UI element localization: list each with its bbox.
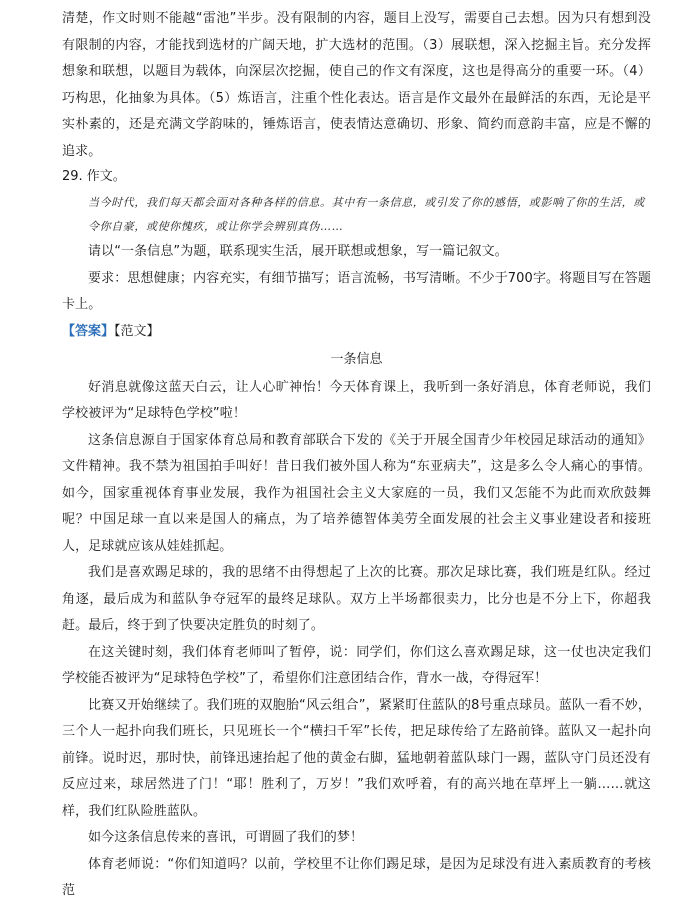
prompt-material: 当今时代，我们每天都会面对各种各样的信息。其中有一条信息，或引发了你的感悟，或影响了你的生活，或令你自豪，或使你愧疚，或让你学会辨别真伪…… [88, 196, 645, 233]
essay-paragraph: 体育老师说：“你们知道吗？以前，学校里不让你们踢足球，是因为足球没有进入素质教育的考核范 [62, 856, 651, 898]
requirements: 要求：思想健康；内容充实，有细节描写；语言流畅，书写清晰。不少于700字。将题目写在答题卡上。 [62, 270, 651, 312]
essay-paragraph: 我们是喜欢踢足球的，我的思绪不由得想起了上次的比赛。那次足球比赛，我们班是红队。经过角逐，最后成为和蓝队争夺冠军的最终足球队。双方上半场都很卖力，比分也是不分上下，你超我赶。最后，终于到了快要决定胜负的时刻了。 [62, 565, 651, 633]
essay-paragraph: 这条信息源自于国家体育总局和教育部联合下发的《关于开展全国青少年校园足球活动的通知》文件精神。我不禁为祖国拍手叫好！昔日我们被外国人称为“东亚病夫”，这是多么令人痛心的事情。如今，国家重视体育事业发展，我作为祖国社会主义大家庭的一员，我们又怎能不为此而欢欣鼓舞呢？中国足球一直以来是国人的痛点，为了培养德智体美劳全面发展的社会主义事业建设者和接班人，足球就应该从娃娃抓起。 [62, 432, 651, 554]
sample-essay-label: 【范文】 [114, 323, 160, 339]
question-number: 29. 作文。 [62, 169, 126, 184]
essay-title: 一条信息 [330, 351, 383, 367]
essay-paragraph: 如今这条信息传来的喜讯，可谓圆了我们的梦！ [88, 830, 364, 845]
essay-paragraph: 在这关键时刻，我们体育老师叫了暂停，说：同学们，你们这么喜欢踢足球，这一仗也决定我们学校能否被评为“足球特色学校”了，希望你们注意团结合作，背水一战，夺得冠军！ [62, 644, 651, 686]
instruction: 请以“一条信息”为题，联系现实生活，展开联想或想象，写一篇记叙文。 [88, 244, 508, 259]
answer-line [62, 319, 651, 345]
answer-tag: 【答案】 [62, 323, 115, 339]
essay-paragraph: 好消息就像这蓝天白云，让人心旷神怡！今天体育课上，我听到一条好消息，体育老师说，我们学校被评为“足球特色学校”啦！ [62, 379, 651, 421]
top-paragraph: 清楚，作文时则不能越“雷池”半步。没有限制的内容，题目上没写，需要自己去想。因为只有想到没有限制的内容，才能找到选材的广阔天地，扩大选材的范围。（3）展联想，深入挖掘主旨。充分发挥想象和联想，以题目为载体，向深层次挖掘，使自己的作文有深度，这也是得高分的重要一环。（4）巧构思，化抽象为具体。（5）炼语言，注重个性化表达。语言是作文最外在最鲜活的东西，无论是平实朴素的，还是充满文学韵味的，锤炼语言，使表情达意确切、形象、简约而意韵丰富，应是不懈的追求。 [62, 11, 651, 159]
essay-paragraph: 比赛又开始继续了。我们班的双胞胎“风云组合”，紧紧盯住蓝队的8号重点球员。蓝队一看不妙，三个人一起扑向我们班长，只见班长一个“横扫千军”长传，把足球传给了左路前锋。蓝队又一起扑向前锋。说时迟，那时快，前锋迅速抬起了他的黄金右脚，猛地朝着蓝队球门一踢，蓝队守门员还没有反应过来，球居然进了门！“耶！胜利了，万岁！”我们欢呼着，有的高兴地在草坪上一躺……就这样，我们红队险胜蓝队。 [62, 697, 651, 819]
